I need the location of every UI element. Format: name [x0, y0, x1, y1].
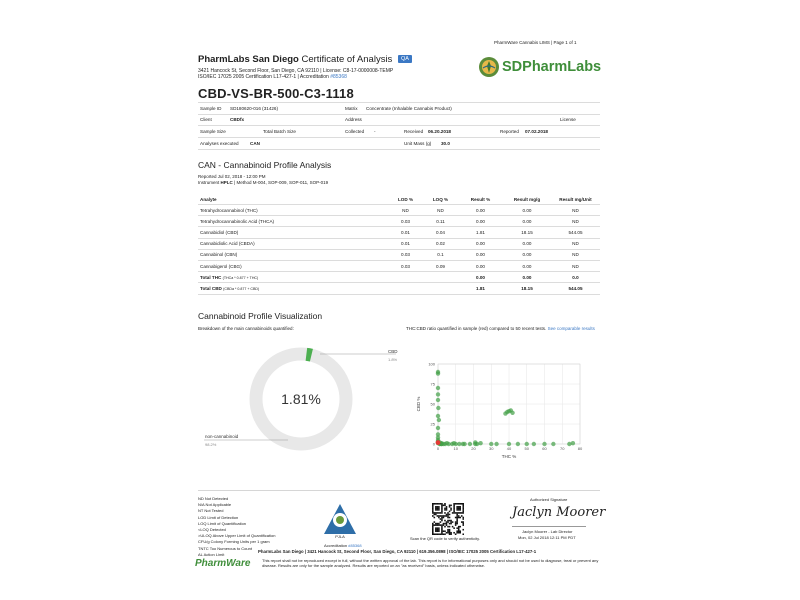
can-instrument: Instrument HPLC | Method M-004, SOP-009, SOP-011, SOP-019 [198, 180, 329, 185]
pharmware-logo: PharmWare [195, 558, 251, 569]
cbd-label: CBD [388, 349, 398, 354]
table-row: Cannabidiolic Acid (CBDA) 0.01 0.02 0.00 0.00 ND [198, 238, 600, 249]
disclaimer: This report shall not be reproduced except in full, without the written approval of the lab. This report is for informational purposes only and should not be used to diagnose, treat or prevent any disease. Results are only for the sample analyzed. Results are reported on an "as received" basis, unless indicated otherwise. [262, 558, 599, 568]
table-row: Cannabinol (CBN) 0.03 0.1 0.00 0.00 ND [198, 249, 600, 260]
col-loq: LOQ % [423, 188, 458, 205]
sample-info-row: Client CBDfx Address License [198, 114, 600, 126]
accreditation-text: Accreditation #85368 [324, 543, 362, 548]
x-tick-label: 40 [506, 446, 512, 451]
sample-id-title: CBD-VS-BR-500-C3-1118 [198, 86, 354, 101]
scatter-point [436, 392, 440, 396]
scatter-point [452, 441, 456, 445]
scatter-point [510, 411, 514, 415]
col-result-pct: Result % [458, 188, 503, 205]
scatter-point [516, 442, 520, 446]
non-cannabinoid-pct: 98.2% [205, 442, 217, 447]
can-reported: Reported Jul 02, 2018 - 12:00 PM [198, 174, 266, 179]
x-tick-label: 70 [560, 446, 565, 451]
y-tick-label: 100 [428, 361, 435, 367]
scatter-point [436, 426, 440, 430]
scatter-point [437, 418, 441, 422]
signature-date: Mon, 02 Jul 2018 12:11 PM PDT [518, 535, 576, 540]
x-tick-label: 80 [577, 446, 583, 451]
table-row: Cannabidiol (CBD) 0.01 0.04 1.81 18.15 544.05 [198, 227, 600, 238]
cbd-pct: 1.8% [388, 357, 398, 362]
y-tick-label: 50 [430, 401, 435, 407]
viz-subtitle: Breakdown of the main cannabinoids quantified: [198, 326, 294, 331]
can-section-title: CAN - Cannabinoid Profile Analysis [198, 160, 332, 170]
scatter-point [507, 442, 511, 446]
x-tick-label: 60 [542, 446, 547, 451]
signature: Jaclyn Moorer [512, 505, 606, 520]
total-thc-row: Total THC (THCa * 0.877 + THC) 0.00 0.00 0.0 [198, 272, 600, 283]
y-tick-label: 75 [430, 381, 435, 387]
scatter-point [525, 442, 529, 446]
col-analyte: Analyte [198, 188, 388, 205]
qr-caption: Scan the QR code to verify authenticity. [410, 536, 480, 541]
signature-name: Jaclyn Moorer - Lab Director [522, 529, 573, 534]
lab-iso: ISO/IEC 17025 2005 Certification L17-427-1 | Accreditation #85368 [198, 74, 347, 80]
pjla-text: PJLA [335, 534, 345, 539]
y-axis-label: CBD % [416, 396, 421, 412]
signature-title: Authorized Signature [530, 497, 568, 502]
sample-point [436, 440, 441, 445]
accreditation-link[interactable]: #85368 [330, 74, 347, 80]
table-row: Cannabigerol (CBG) 0.03 0.09 0.00 0.00 ND [198, 260, 600, 271]
lims-label: PharmWare Cannabis LIMS | Page 1 of 1 [494, 40, 577, 45]
scatter-point [542, 442, 546, 446]
viz-section-title: Cannabinoid Profile Visualization [198, 311, 323, 321]
qr-code-icon[interactable] [432, 503, 464, 535]
pjla-logo-icon [320, 500, 360, 540]
sample-info-row: Sample Size Total Batch Size Collected - Received 06.20.2018 Reported 07.02.2018 [198, 126, 600, 138]
x-tick-label: 10 [453, 446, 458, 451]
company-line: PharmLabs San Diego | 3421 Hancock St, Second Floor, San Diego, CA 92110 | 619.356.0898 | ISO/IEC 17025 2005 Certification L17-427-1 [258, 549, 537, 554]
x-axis-label: THC % [501, 454, 517, 459]
scatter-point [494, 442, 498, 446]
table-header-row [198, 188, 600, 205]
y-tick-label: 25 [430, 421, 435, 427]
col-result-mgunit: Result mg/Unit [551, 188, 600, 205]
x-tick-label: 0 [436, 446, 440, 451]
sample-info-row: Sample ID SD180620-016 (31426) Matrix Concentrate (Inhalable Cannabis Product) [198, 102, 600, 115]
scatter-point [436, 414, 440, 418]
scatter-point [457, 442, 461, 446]
lab-address: 3421 Hancock St, Second Floor, San Diego, CA 92110 | License: C8-17-0000008-TEMP [198, 68, 394, 74]
scatter-point [436, 406, 440, 410]
col-lod: LOD % [388, 188, 423, 205]
scatter-point [475, 442, 479, 446]
abbreviations-legend: ND Not Detected N/A Not Applicable NT Not Tested LOD Limit of Detection LOQ Limit of Quantification <LOQ Detected >ULOQ Above Upper Limit of Quantification CFU/g Colony Forming Units per 1 gram TNTC Too Numerous to Count AL Action Limit [198, 496, 276, 557]
x-tick-label: 20 [471, 446, 476, 451]
sdpharmlabs-logo-text: SDPharmLabs [502, 59, 602, 75]
scatter-caption: THC:CBD ratio quantified in sample (red) compared to 50 recent tests. See comparable results [406, 326, 595, 331]
scatter-point [551, 442, 555, 446]
comparable-results-link[interactable]: See comparable results [547, 326, 595, 331]
col-result-mgg: Result mg/g [503, 188, 551, 205]
x-tick-label: 30 [489, 446, 494, 451]
cannabinoid-table [198, 188, 600, 295]
document-title [198, 54, 412, 65]
scatter-point [468, 442, 472, 446]
sdpharmlabs-logo-icon [478, 56, 500, 78]
donut-slice-cbd [306, 354, 311, 355]
scatter-point [462, 442, 466, 446]
scatter-point [446, 442, 450, 446]
scatter-point [489, 442, 493, 446]
y-tick-label: 0 [432, 441, 435, 447]
donut-chart [198, 336, 403, 460]
donut-center-label: 1.81% [281, 391, 321, 407]
table-row: Tetrahydrocannabinolic Acid (THCA) 0.03 0.11 0.00 0.00 ND [198, 216, 600, 227]
doc-title: Certificate of Analysis [301, 54, 393, 65]
total-cbd-row: Total CBD (CBDa * 0.877 + CBD) 1.81 18.15 544.05 [198, 283, 600, 294]
scatter-point [436, 398, 440, 402]
qa-badge: QA [398, 55, 412, 63]
scatter-point [532, 442, 536, 446]
scatter-point [436, 386, 440, 390]
sample-info-row: Analyses executed CAN Unit Mass (g) 30.0 [198, 138, 600, 150]
non-cannabinoid-label: non-cannabinoid [205, 434, 239, 439]
scatter-point [571, 441, 575, 445]
scatter-chart [406, 356, 600, 468]
lab-name: PharmLabs San Diego [198, 54, 299, 65]
x-tick-label: 50 [524, 446, 529, 451]
table-row: Tetrahydrocannabinol (THC) ND ND 0.00 0.00 ND [198, 205, 600, 216]
scatter-point [436, 371, 440, 375]
